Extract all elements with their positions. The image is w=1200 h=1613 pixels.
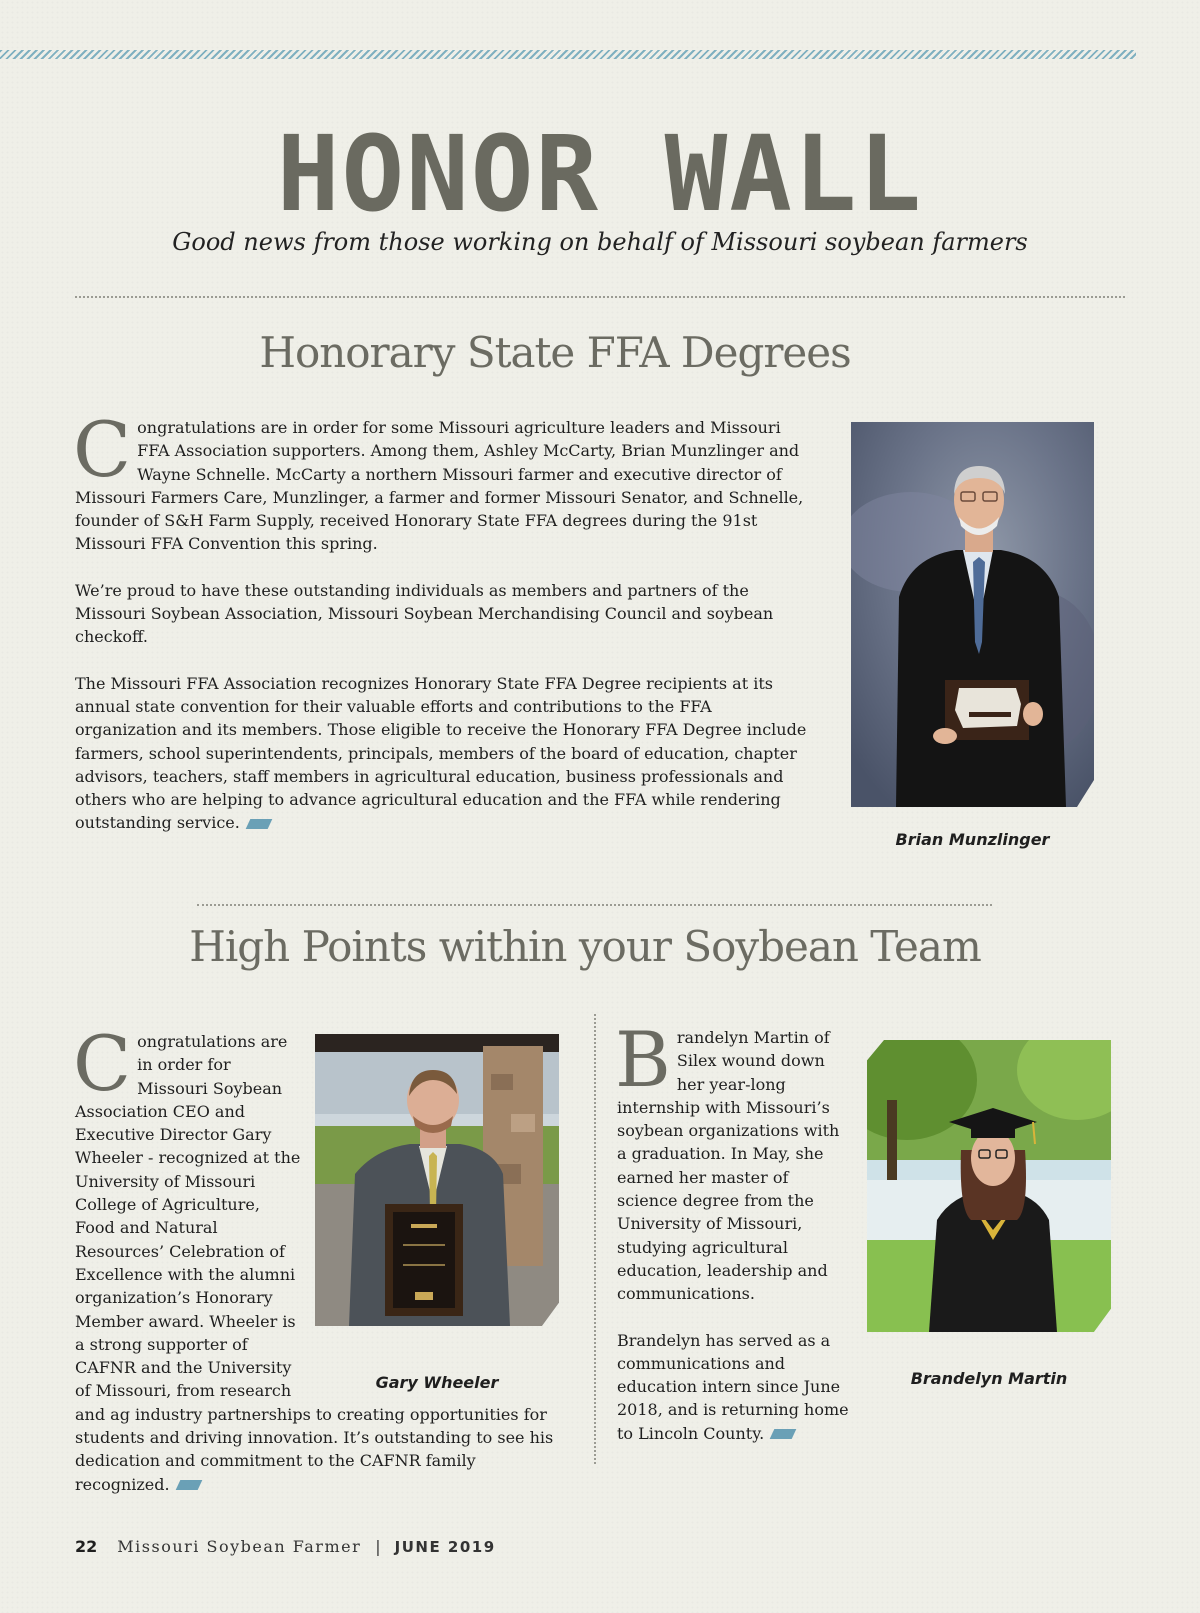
end-mark-icon — [175, 1480, 202, 1490]
caption-brian-munzlinger: Brian Munzlinger — [895, 830, 1050, 849]
end-mark-icon — [770, 1429, 797, 1439]
masthead-tagline: Good news from those working on behalf of Missouri soybean farmers — [172, 228, 1028, 256]
section-title-ffa: Honorary State FFA Degrees — [259, 328, 851, 377]
photo-brian-munzlinger — [851, 422, 1094, 807]
ffa-paragraph-3: The Missouri FFA Association recognizes Honorary State FFA Degree recipients at its annual state convention for their valuable efforts and contributions to the FFA organization and its members. Those eligible to receive the Honorary FFA Degree include farmers, school superintendents, principals, members of the board of education, chapter advisors, teachers, staff members in agricultural education, business professionals and others who are helping to advance agricultural education and the FFA while rendering outstanding service. — [75, 673, 807, 833]
ffa-paragraph-2: We’re proud to have these outstanding individuals as members and partners of the Missouri Soybean Association, Missouri Soybean Merchandising Council and soybean checkoff. — [75, 580, 774, 647]
page-number: 22 — [75, 1537, 98, 1556]
portrait-graduate-in-cap-and-gown — [867, 1040, 1111, 1332]
photo-brandelyn-martin — [867, 1040, 1111, 1332]
martin-article-body — [615, 1015, 853, 1445]
dropcap: B — [615, 1015, 671, 1104]
end-mark-icon — [246, 819, 273, 829]
portrait-man-outdoors-with-plaque — [315, 1034, 559, 1326]
top-decorative-stripe — [0, 50, 1136, 59]
column-divider — [594, 1014, 596, 1464]
masthead-title: HONOR WALL — [276, 113, 924, 235]
issue-date: JUNE 2019 — [394, 1538, 496, 1556]
section-title-soybean-team: High Points within your Soybean Team — [189, 922, 981, 971]
dropcap: C — [73, 1019, 132, 1108]
magazine-name: Missouri Soybean Farmer — [117, 1537, 362, 1556]
ffa-paragraph-1: ongratulations are in order for some Missouri agriculture leaders and Missouri FFA Association supporters. Among them, Ashley McCarty, Brian Munzlinger and Wayne Schnelle. McCarty a northern Missouri farmer and executive director of Missouri Farmers Care, Munzlinger, a farmer and former Missouri Senator, and Schnelle, founder of S&H Farm Supply, received Honorary State FFA degrees during the 91st Missouri FFA Convention this spring. — [75, 418, 804, 554]
caption-gary-wheeler: Gary Wheeler — [375, 1373, 499, 1392]
photo-gary-wheeler — [315, 1034, 559, 1326]
divider-middle — [197, 904, 992, 906]
caption-brandelyn-martin: Brandelyn Martin — [910, 1369, 1068, 1388]
dropcap: C — [73, 405, 132, 494]
martin-paragraph-1: randelyn Martin of Silex wound down her year-long internship with Missouri’s soybean organizations with a graduation. In May, she earned her master of science degree from the University of Missouri, studying agricultural education, leadership and communications. — [617, 1028, 840, 1304]
footer-separator: | — [375, 1537, 381, 1556]
portrait-man-with-plaque — [851, 422, 1094, 807]
ffa-article-body — [73, 405, 810, 835]
divider-top — [75, 296, 1125, 298]
martin-paragraph-2: Brandelyn has served as a communications and education intern since June 2018, and is returning home to Lincoln County. — [617, 1330, 849, 1443]
wheeler-paragraph: ongratulations are in order for Missouri Soybean Association CEO and Executive Director Gary Wheeler - recognized at the University of Missouri College of Agriculture, Food and Natural Resources’ Celebration of Excellence with the alumni organization’s Honorary Member award. Wheeler is a strong supporter of CAFNR and the University of Missouri, from research and ag industry partnerships to creating opportunities for students and driving innovation. It’s outstanding to see his dedication and commitment to the CAFNR family recognized. — [75, 1032, 554, 1494]
page-footer — [75, 1537, 496, 1556]
